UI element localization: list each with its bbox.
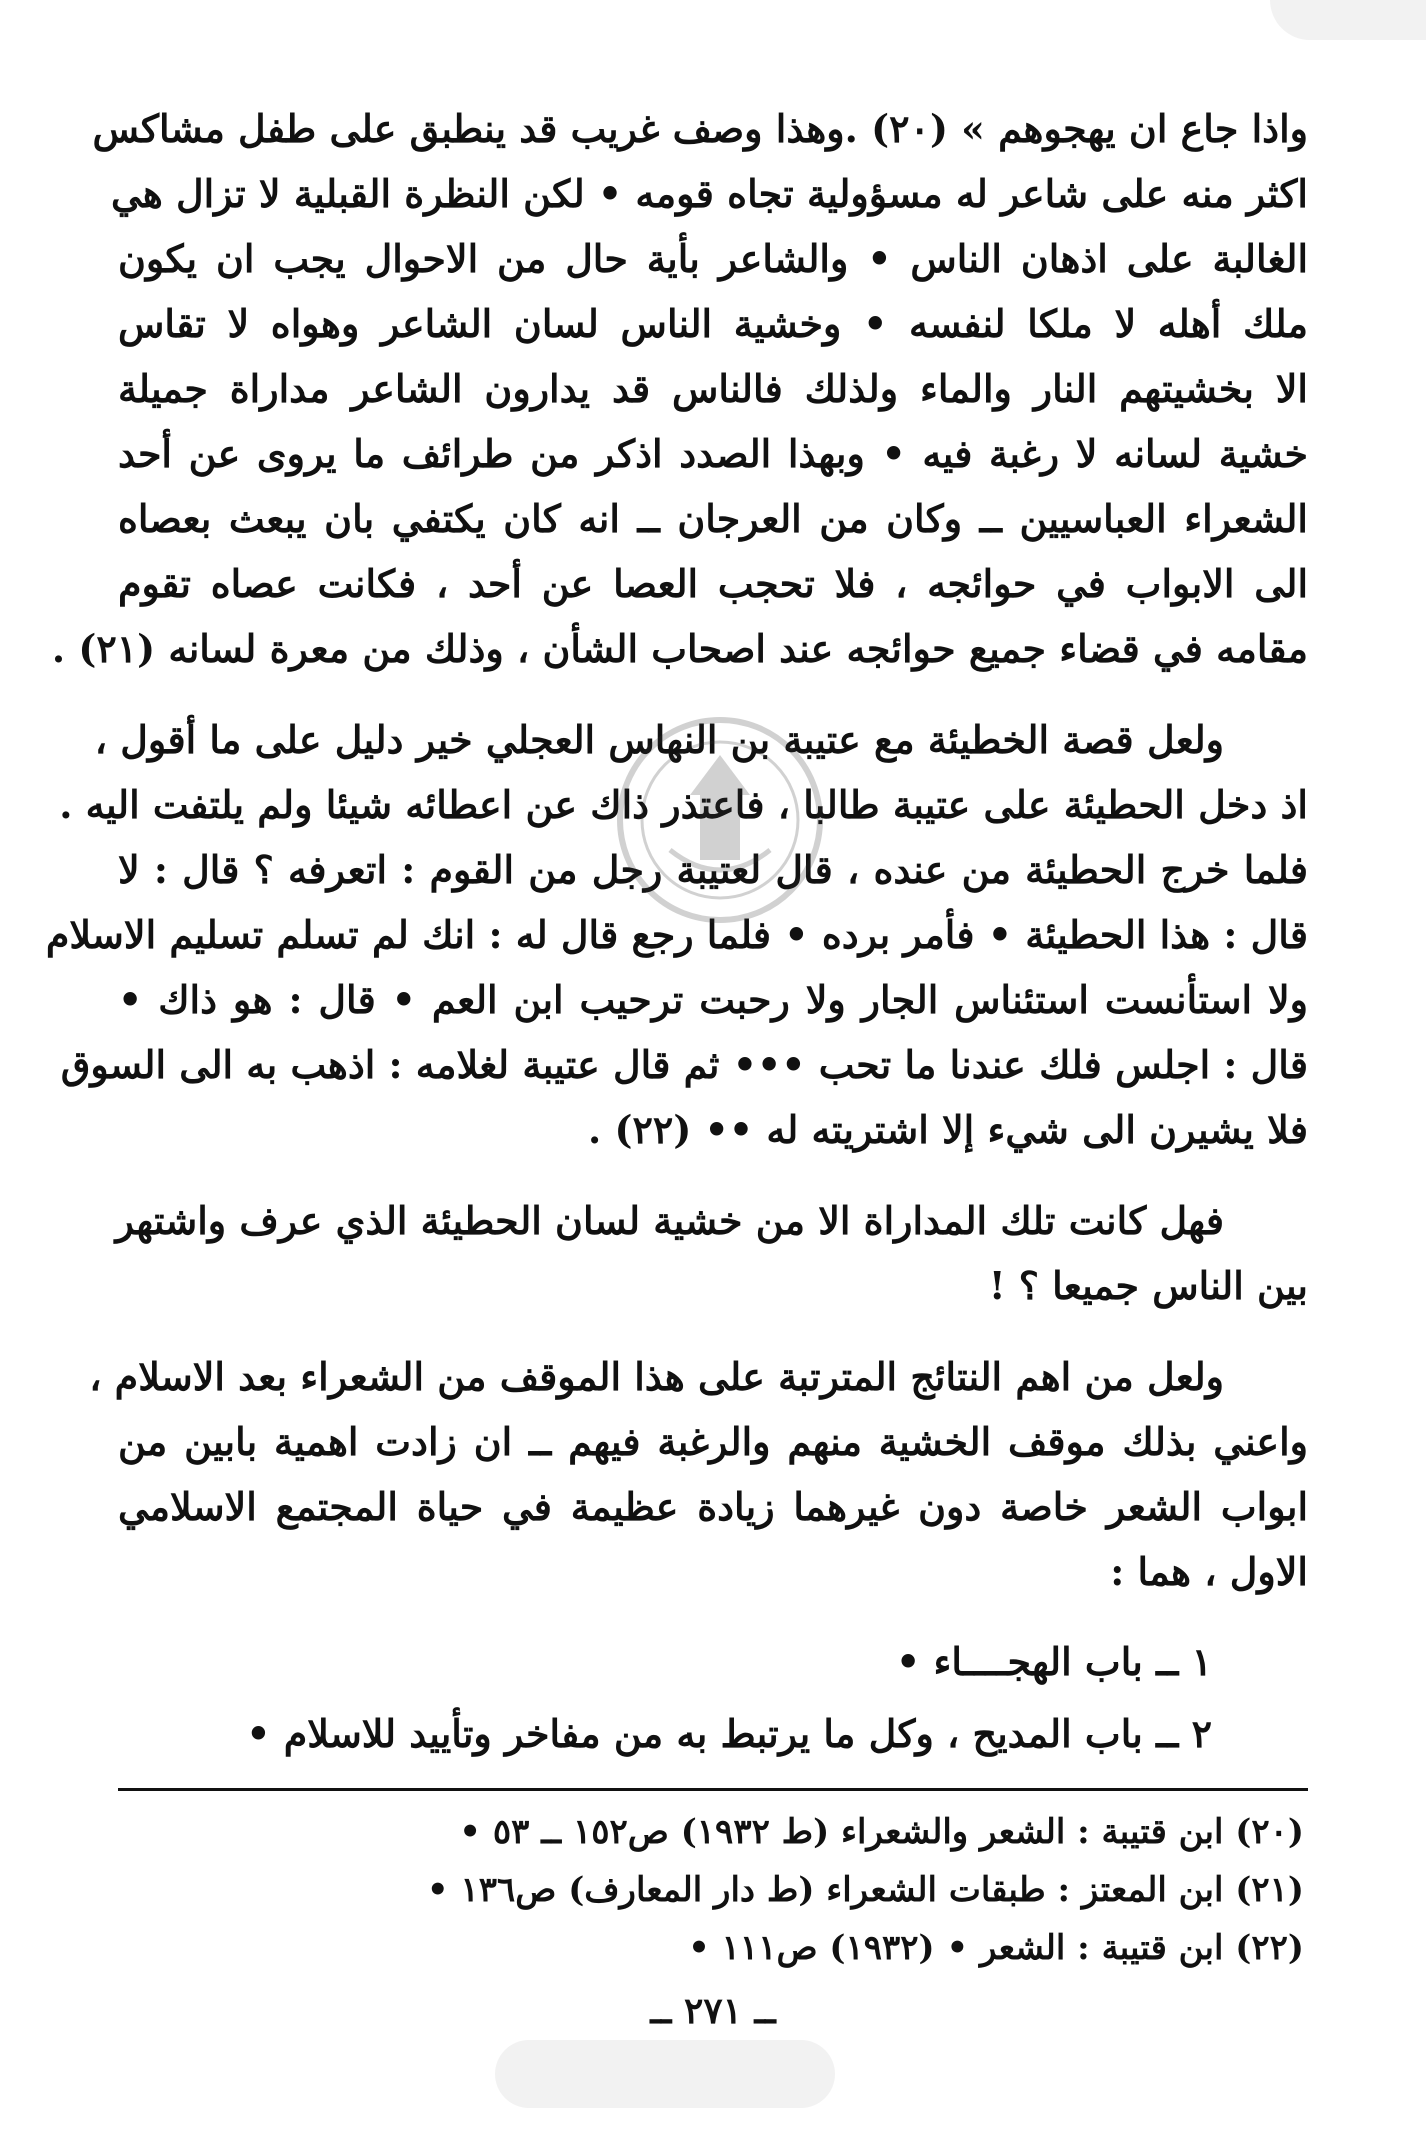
text-line: ملك أهله لا ملكا لنفسه • وخشية الناس لسان الشاعر وهواه لا تقاس (118, 301, 1308, 346)
text-line: مقامه في قضاء جميع حوائجه عند اصحاب الشأن ، وذلك من معرة لسانه (٢١) . (51, 626, 1308, 671)
footnote: (٢١) ابن المعتز : طبقات الشعراء (ط دار المعارف) ص١٣٦ • (426, 1870, 1304, 1910)
paragraph-3 (115, 1188, 1308, 1318)
scan-artifact-bottom (495, 2040, 835, 2108)
text-line: فلا يشيرن الى شيء إلا اشتريته له •• (٢٢) . (588, 1107, 1308, 1152)
footnote-divider (118, 1788, 1308, 1791)
paragraph-1 (51, 96, 1308, 681)
text-line: اكثر منه على شاعر له مسؤولية تجاه قومه • لكن النظرة القبلية لا تزال هي (111, 171, 1308, 216)
text-line: الاول ، هما : (1110, 1549, 1308, 1594)
text-line: ابواب الشعر خاصة دون غيرهما زيادة عظيمة في حياة المجتمع الاسلامي (118, 1484, 1308, 1529)
footnotes (118, 1803, 1308, 1977)
text-line: قال : هذا الحطيئة • فأمر برده • فلما رجع قال له : انك لم تسلم تسليم الاسلام (45, 912, 1308, 957)
text-line: واذا جاع ان يهجوهم » (٢٠) .وهذا وصف غريب قد ينطبق على طفل مشاكس (92, 106, 1308, 151)
page-number: ــ ٢٧١ ــ (650, 1990, 776, 2032)
text-line: خشية لسانه لا رغبة فيه • وبهذا الصدد اذكر من طرائف ما يروى عن أحد (118, 431, 1308, 476)
text-line: ولعل قصة الخطيئة مع عتيبة بن النهاس العجلي خير دليل على ما أقول ، (94, 717, 1224, 762)
text-line: قال : اجلس فلك عندنا ما تحب ••• ثم قال عتيبة لغلامه : اذهب به الى السوق (60, 1042, 1308, 1087)
numbered-list (118, 1626, 1308, 1770)
footnote: (٢٢) ابن قتيبة : الشعر • (١٩٣٢) ص١١١ • (688, 1928, 1304, 1968)
text-line: فلما خرج الحطيئة من عنده ، قال لعتيبة رجل من القوم : اتعرفه ؟ قال : لا (118, 847, 1308, 892)
text-line: واعني بذلك موقف الخشية منهم والرغبة فيهم ــ ان زادت اهمية بابين من (118, 1419, 1308, 1464)
list-item: ١ ــ باب الهجــــاء • (896, 1639, 1212, 1684)
paragraph-4 (89, 1344, 1308, 1604)
text-line: الا بخشيتهم النار والماء ولذلك فالناس قد يدارون الشاعر مداراة جميلة (118, 366, 1308, 411)
text-line: ولعل من اهم النتائج المترتبة على هذا الموقف من الشعراء بعد الاسلام ، (89, 1354, 1224, 1399)
text-line: بين الناس جميعا ؟ ! (988, 1263, 1308, 1308)
text-line: الى الابواب في حوائجه ، فلا تحجب العصا عن أحد ، فكانت عصاه تقوم (118, 561, 1308, 606)
text-line: ولا استأنست استئناس الجار ولا رحبت ترحيب ابن العم • قال : هو ذاك • (118, 977, 1308, 1022)
text-line: الشعراء العباسيين ــ وكان من العرجان ــ انه كان يكتفي بان يبعث بعصاه (118, 496, 1308, 541)
footnote: (٢٠) ابن قتيبة : الشعر والشعراء (ط ١٩٣٢) ص١٥٢ ــ ٥٣ • (459, 1812, 1304, 1852)
paragraph-2 (45, 707, 1308, 1162)
list-item: ٢ ــ باب المديح ، وكل ما يرتبط به من مفاخر وتأييد للاسلام • (246, 1711, 1212, 1756)
text-line: الغالبة على اذهان الناس • والشاعر بأية حال من الاحوال يجب ان يكون (118, 236, 1308, 281)
text-line: اذ دخل الحطيئة على عتيبة طالبا ، فاعتذر ذاك عن اعطائه شيئا ولم يلتفت اليه . (59, 782, 1308, 827)
text-line: فهل كانت تلك المداراة الا من خشية لسان الحطيئة الذي عرف واشتهر (115, 1198, 1224, 1243)
